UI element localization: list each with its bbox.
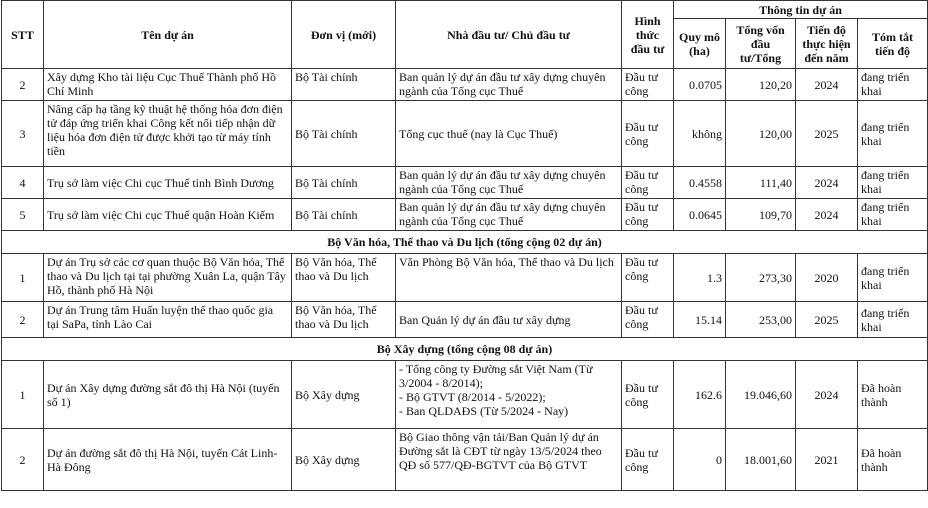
projects-table (1, 0, 928, 491)
cell-summary: đang triển khai (858, 254, 928, 302)
cell-scale: 0 (674, 429, 726, 491)
cell-unit: Bộ Tài chính (292, 69, 396, 101)
header-form: Hình thức đầu tư (622, 1, 674, 69)
cell-year: 2021 (796, 429, 858, 491)
cell-investor: Ban quản lý dự án đầu tư xây dựng chuyên ngành của Tổng cục Thuế (396, 199, 622, 231)
cell-year: 2024 (796, 199, 858, 231)
cell-scale: 0.0645 (674, 199, 726, 231)
cell-year: 2025 (796, 302, 858, 338)
cell-capital: 120,20 (726, 69, 796, 101)
cell-name: Trụ sở làm việc Chi cục Thuế quận Hoàn Kiếm (44, 199, 292, 231)
cell-form: Đầu tư công (622, 429, 674, 491)
cell-stt: 2 (2, 302, 44, 338)
header-name: Tên dự án (44, 1, 292, 69)
cell-form: Đầu tư công (622, 101, 674, 167)
cell-form: Đầu tư công (622, 69, 674, 101)
cell-scale: 15.14 (674, 302, 726, 338)
cell-summary: Đã hoàn thành (858, 429, 928, 491)
cell-year: 2025 (796, 101, 858, 167)
cell-summary: đang triển khai (858, 167, 928, 199)
table-row (2, 302, 928, 338)
cell-name: Trụ sở làm việc Chi cục Thuế tỉnh Bình Dương (44, 167, 292, 199)
cell-name: Dự án Xây dựng đường sắt đô thị Hà Nội (tuyến số 1) (44, 361, 292, 429)
table-row (2, 429, 928, 491)
cell-stt: 1 (2, 254, 44, 302)
cell-name: Dự án Trung tâm Huấn luyện thể thao quốc gia tại SaPa, tỉnh Lào Cai (44, 302, 292, 338)
cell-scale: 0.4558 (674, 167, 726, 199)
table-row (2, 254, 928, 302)
cell-investor: Ban quản lý dự án đầu tư xây dựng chuyên ngành của Tổng cục Thuế (396, 167, 622, 199)
investor-line: - Tổng công ty Đường sắt Việt Nam (Từ 3/2004 - 8/2014); (399, 362, 593, 390)
section-heading-culture (2, 231, 928, 254)
cell-year: 2020 (796, 254, 858, 302)
cell-scale: 1.3 (674, 254, 726, 302)
header-capital: Tổng vốn đầu tư/Tổng (726, 19, 796, 69)
cell-form: Đầu tư công (622, 302, 674, 338)
investor-line: - Ban QLDAĐS (Từ 5/2024 - Nay) (399, 404, 569, 418)
cell-scale: không (674, 101, 726, 167)
section-heading-construction (2, 338, 928, 361)
cell-unit: Bộ Tài chính (292, 101, 396, 167)
table-row (2, 361, 928, 429)
section-title: Bộ Văn hóa, Thể thao và Du lịch (tổng cộng 02 dự án) (2, 231, 928, 254)
cell-investor: Ban quản lý dự án đầu tư xây dựng chuyên ngành của Tổng cục Thuế (396, 69, 622, 101)
cell-summary: đang triển khai (858, 199, 928, 231)
cell-stt: 2 (2, 69, 44, 101)
header-stt: STT (2, 1, 44, 69)
cell-year: 2024 (796, 361, 858, 429)
cell-year: 2024 (796, 69, 858, 101)
cell-investor (396, 361, 622, 429)
table-row (2, 199, 928, 231)
cell-form: Đầu tư công (622, 167, 674, 199)
cell-stt: 5 (2, 199, 44, 231)
cell-stt: 2 (2, 429, 44, 491)
cell-unit: Bộ Xây dựng (292, 361, 396, 429)
cell-capital: 19.046,60 (726, 361, 796, 429)
cell-investor: Văn Phòng Bộ Văn hóa, Thể thao và Du lịch (396, 254, 622, 302)
cell-stt: 1 (2, 361, 44, 429)
cell-name: Nâng cấp hạ tầng kỹ thuật hệ thống hóa đơn điện tử đáp ứng triển khai Công kết nối tiếp nhận dữ liệu hóa đơn điện tử được khởi tạo từ máy tính tiền (44, 101, 292, 167)
cell-summary: đang triển khai (858, 101, 928, 167)
cell-summary: đang triển khai (858, 302, 928, 338)
cell-name: Dự án Trụ sở các cơ quan thuộc Bộ Văn hóa, Thể thao và Du lịch tại tại phường Xuân La, quận Tây Hồ, thành phố Hà Nội (44, 254, 292, 302)
cell-capital: 111,40 (726, 167, 796, 199)
header-group: Thông tin dự án (674, 1, 928, 19)
table-row (2, 69, 928, 101)
section-title: Bộ Xây dựng (tổng cộng 08 dự án) (2, 338, 928, 361)
cell-summary: Đã hoàn thành (858, 361, 928, 429)
header-summary: Tóm tắt tiến độ (858, 19, 928, 69)
cell-unit: Bộ Tài chính (292, 167, 396, 199)
cell-unit: Bộ Văn hóa, Thể thao và Du lịch (292, 302, 396, 338)
cell-capital: 109,70 (726, 199, 796, 231)
cell-name: Xây dựng Kho tài liệu Cục Thuế Thành phố Hồ Chí Minh (44, 69, 292, 101)
cell-name: Dự án đường sắt đô thị Hà Nội, tuyến Cát Linh-Hà Đông (44, 429, 292, 491)
cell-unit: Bộ Xây dựng (292, 429, 396, 491)
cell-form: Đầu tư công (622, 361, 674, 429)
cell-stt: 3 (2, 101, 44, 167)
investor-line: - Bộ GTVT (8/2014 - 5/2022); (399, 390, 546, 404)
header-progress: Tiến độ thực hiện đến năm (796, 19, 858, 69)
cell-form: Đầu tư công (622, 199, 674, 231)
table-row (2, 167, 928, 199)
header-investor: Nhà đầu tư/ Chủ đầu tư (396, 1, 622, 69)
cell-investor: Ban Quản lý dự án đầu tư xây dựng (396, 302, 622, 338)
cell-capital: 120,00 (726, 101, 796, 167)
cell-unit: Bộ Văn hóa, Thể thao và Du lịch (292, 254, 396, 302)
cell-unit: Bộ Tài chính (292, 199, 396, 231)
cell-capital: 18.001,60 (726, 429, 796, 491)
cell-summary: đang triển khai (858, 69, 928, 101)
cell-year: 2024 (796, 167, 858, 199)
table-row (2, 101, 928, 167)
header-scale: Quy mô (ha) (674, 19, 726, 69)
cell-investor: Tổng cục thuế (nay là Cục Thuế) (396, 101, 622, 167)
header-unit: Đơn vị (mới) (292, 1, 396, 69)
cell-capital: 253,00 (726, 302, 796, 338)
cell-scale: 162.6 (674, 361, 726, 429)
cell-capital: 273,30 (726, 254, 796, 302)
cell-scale: 0.0705 (674, 69, 726, 101)
cell-form: Đầu tư công (622, 254, 674, 302)
cell-stt: 4 (2, 167, 44, 199)
cell-investor: Bộ Giao thông vận tải/Ban Quản lý dự án Đường sắt là CĐT từ ngày 13/5/2024 theo QĐ số 577/QĐ-BGTVT của Bộ GTVT (396, 429, 622, 491)
